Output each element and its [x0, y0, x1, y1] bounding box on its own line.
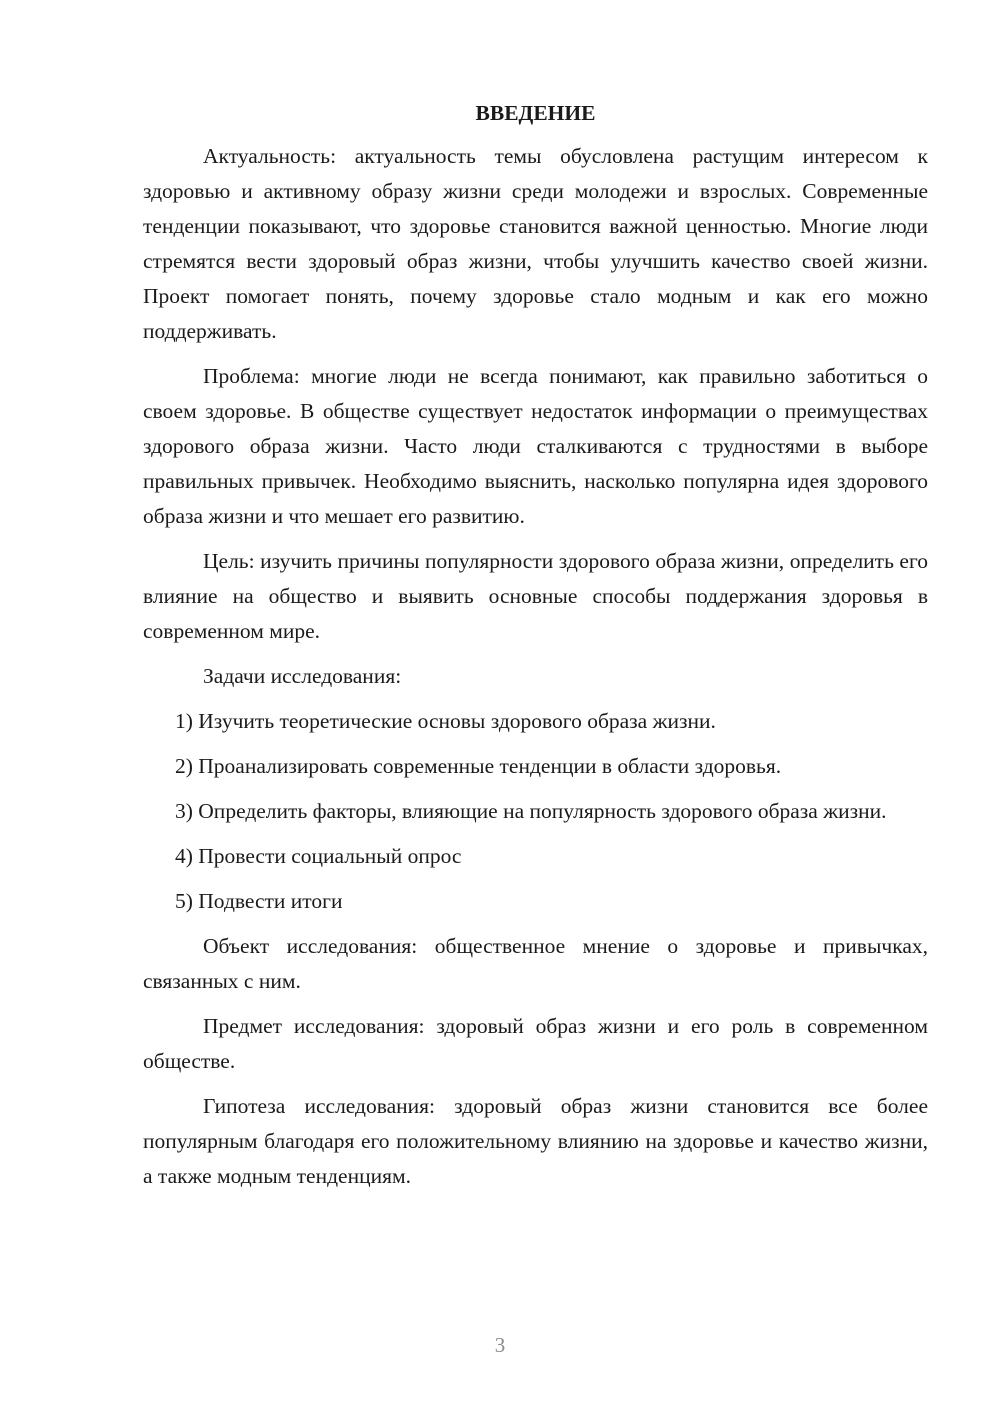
page-content	[143, 96, 928, 1204]
relevance-paragraph: Актуальность: актуальность темы обусловлена растущим интересом к здоровью и активному образу жизни среди молодежи и взрослых. Современные тенденции показывают, что здоровье становится важной ценностью. Многие люди стремятся вести здоровый образ жизни, чтобы улучшить качество своей жизни. Проект помогает понять, почему здоровье стало модным и как его можно поддерживать.	[143, 144, 928, 343]
task-item-2: 2) Проанализировать современные тенденции в области здоровья.	[175, 754, 782, 778]
subject-paragraph: Предмет исследования: здоровый образ жизни и его роль в современном обществе.	[143, 1014, 928, 1073]
section-heading: ВВЕДЕНИЕ	[475, 101, 596, 125]
page-number: 3	[494, 1333, 506, 1357]
task-item-4: 4) Провести социальный опрос	[175, 844, 462, 868]
tasks-list	[143, 704, 928, 919]
task-item-3: 3) Определить факторы, влияющие на популярность здорового образа жизни.	[175, 799, 887, 823]
task-item-1: 1) Изучить теоретические основы здорового образа жизни.	[175, 709, 716, 733]
object-paragraph: Объект исследования: общественное мнение о здоровье и привычках, связанных с ним.	[143, 934, 928, 993]
goal-paragraph: Цель: изучить причины популярности здорового образа жизни, определить его влияние на общество и выявить основные способы поддержания здоровья в современном мире.	[143, 549, 928, 643]
task-item-5: 5) Подвести итоги	[175, 889, 343, 913]
problem-paragraph: Проблема: многие люди не всегда понимают, как правильно заботиться о своем здоровье. В обществе существует недостаток информации о преимуществах здорового образа жизни. Часто люди сталкиваются с трудностями в выборе правильных привычек. Необходимо выяснить, насколько популярна идея здорового образа жизни и что мешает его развитию.	[143, 364, 928, 528]
hypothesis-paragraph: Гипотеза исследования: здоровый образ жизни становится все более популярным благодаря его положительному влиянию на здоровье и качество жизни, а также модным тенденциям.	[143, 1094, 928, 1188]
tasks-title: Задачи исследования:	[203, 664, 402, 688]
